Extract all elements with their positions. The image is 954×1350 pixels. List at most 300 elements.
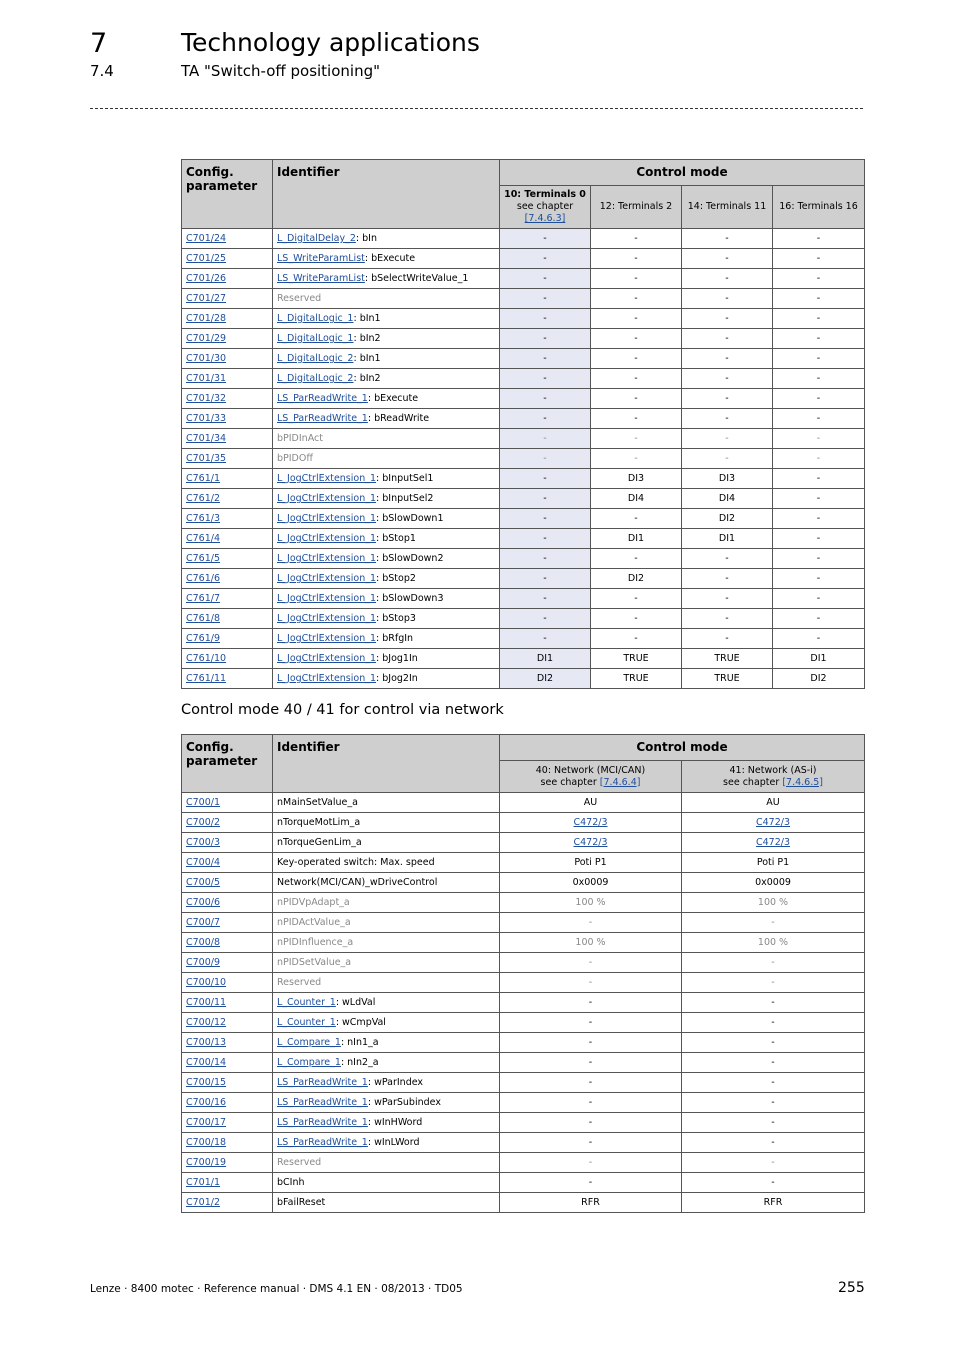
config-parameter-cell [182, 349, 273, 369]
mode-value-cell: - [500, 489, 591, 509]
parameter-link[interactable]: C700/11 [186, 997, 227, 1008]
mode-value-cell: - [682, 1013, 865, 1033]
parameter-link[interactable]: C761/6 [186, 573, 221, 584]
mode-value-cell: - [773, 609, 865, 629]
mode-value-cell: - [500, 1093, 682, 1113]
identifier-cell [273, 1173, 500, 1193]
mode-value-cell: - [682, 1033, 865, 1053]
identifier-cell [273, 409, 500, 429]
section-title: TA "Switch-off positioning" [181, 62, 380, 80]
mode-value-cell: - [591, 509, 682, 529]
table-row [182, 1153, 865, 1173]
table-row [182, 853, 865, 873]
mode-value-cell: DI2 [773, 669, 865, 689]
function-block-link[interactable]: L_Counter_1 [277, 1017, 336, 1028]
function-block-link[interactable]: L_JogCtrlExtension_1 [277, 553, 377, 564]
identifier-text: : wInLWord [367, 1137, 420, 1148]
mode-value-cell: - [682, 549, 773, 569]
parameter-link[interactable]: C761/11 [186, 673, 227, 684]
identifier-cell [273, 813, 500, 833]
table-row [182, 993, 865, 1013]
table-row [182, 509, 865, 529]
function-block-link[interactable]: L_JogCtrlExtension_1 [277, 513, 377, 524]
mode-value-cell: - [591, 409, 682, 429]
table-row [182, 1033, 865, 1053]
identifier-text: nMainSetValue_a [277, 797, 358, 808]
identifier-cell [273, 1053, 500, 1073]
mode-value-cell: - [500, 409, 591, 429]
mode-value-cell: - [682, 1173, 865, 1193]
parameter-link[interactable]: C701/34 [186, 433, 227, 444]
identifier-text: Reserved [277, 977, 322, 988]
function-block-link[interactable]: LS_WriteParamList [277, 273, 365, 284]
table-row [182, 469, 865, 489]
function-block-link[interactable]: L_DigitalLogic_2 [277, 373, 354, 384]
mode-value-cell [500, 833, 682, 853]
chapter-number: 7 [90, 28, 108, 59]
identifier-cell [273, 933, 500, 953]
mode-value-cell: TRUE [591, 669, 682, 689]
identifier-text: nPIDActValue_a [277, 917, 351, 928]
parameter-link[interactable]: C761/5 [186, 553, 221, 564]
identifier-text: : bIn1 [353, 313, 381, 324]
mode-value-cell: - [682, 269, 773, 289]
mode-value-cell: - [500, 609, 591, 629]
mode-value-cell: - [591, 449, 682, 469]
identifier-cell [273, 649, 500, 669]
mode-value-cell: 100 % [682, 933, 865, 953]
mode-value-cell: - [500, 389, 591, 409]
identifier-cell [273, 913, 500, 933]
table-row [182, 269, 865, 289]
identifier-text: : wParSubindex [367, 1097, 441, 1108]
mode-value-cell: RFR [500, 1193, 682, 1213]
table-row [182, 569, 865, 589]
value-link[interactable]: C472/3 [573, 817, 608, 828]
identifier-cell [273, 1133, 500, 1153]
config-parameter-cell [182, 429, 273, 449]
table-row [182, 1053, 865, 1073]
mode-value-cell: DI3 [682, 469, 773, 489]
function-block-link[interactable]: L_JogCtrlExtension_1 [277, 633, 377, 644]
parameter-link[interactable]: C701/25 [186, 253, 227, 264]
table-row [182, 1173, 865, 1193]
mode-value-cell: - [591, 329, 682, 349]
mode-value-cell: - [682, 429, 773, 449]
table-row [182, 793, 865, 813]
header-identifier: Identifier [273, 735, 500, 793]
parameter-link[interactable]: C761/10 [186, 653, 227, 664]
mode-value-cell: - [773, 349, 865, 369]
parameter-link[interactable]: C700/12 [186, 1017, 227, 1028]
identifier-text: : wInHWord [367, 1117, 423, 1128]
mode-value-cell: - [500, 973, 682, 993]
parameter-link[interactable]: C761/8 [186, 613, 221, 624]
mode-value-cell: - [682, 1053, 865, 1073]
mode-value-cell: - [682, 409, 773, 429]
function-block-link[interactable]: LS_ParReadWrite_1 [277, 393, 368, 404]
chapter-link-7463[interactable]: [7.4.6.3] [524, 213, 566, 224]
mode-value-cell: - [773, 569, 865, 589]
mode-value-cell: - [500, 329, 591, 349]
function-block-link[interactable]: LS_ParReadWrite_1 [277, 1117, 368, 1128]
parameter-link[interactable]: C761/9 [186, 633, 221, 644]
identifier-text: : bInputSel2 [376, 493, 434, 504]
mode-value-cell: - [773, 449, 865, 469]
parameter-link[interactable]: C700/10 [186, 977, 227, 988]
function-block-link[interactable]: L_JogCtrlExtension_1 [277, 593, 377, 604]
function-block-link[interactable]: L_DigitalLogic_1 [277, 313, 354, 324]
parameter-link[interactable]: C700/4 [186, 857, 221, 868]
identifier-text: bPIDOff [277, 453, 313, 464]
config-parameter-cell [182, 853, 273, 873]
function-block-link[interactable]: L_Compare_1 [277, 1057, 341, 1068]
mode-value-cell: - [682, 1113, 865, 1133]
header-control-mode: Control mode [500, 160, 865, 186]
config-parameter-cell [182, 1013, 273, 1033]
identifier-cell [273, 469, 500, 489]
section-caption: Control mode 40 / 41 for control via network [181, 702, 504, 718]
identifier-cell [273, 893, 500, 913]
config-parameter-cell [182, 1073, 273, 1093]
mode-value-cell: DI2 [500, 669, 591, 689]
identifier-cell [273, 329, 500, 349]
mode-value-cell: - [500, 449, 591, 469]
parameter-link[interactable]: C700/3 [186, 837, 221, 848]
parameter-link[interactable]: C700/7 [186, 917, 221, 928]
mode-value-cell: 100 % [682, 893, 865, 913]
mode-value-cell [682, 813, 865, 833]
identifier-cell [273, 609, 500, 629]
config-parameter-cell [182, 369, 273, 389]
parameter-link[interactable]: C761/7 [186, 593, 221, 604]
config-parameter-cell [182, 309, 273, 329]
identifier-text: Reserved [277, 293, 322, 304]
header-mode-14: 14: Terminals 11 [682, 186, 773, 229]
identifier-text: : bSlowDown3 [376, 593, 444, 604]
function-block-link[interactable]: LS_ParReadWrite_1 [277, 1097, 368, 1108]
parameter-link[interactable]: C701/35 [186, 453, 227, 464]
header-mode-10: 10: Terminals 0 see chapter [7.4.6.3] [500, 186, 591, 229]
mode-value-cell: - [773, 369, 865, 389]
parameter-link[interactable]: C701/30 [186, 353, 227, 364]
mode-value-cell: - [682, 249, 773, 269]
table-row [182, 609, 865, 629]
mode-value-cell: - [682, 973, 865, 993]
mode-value-cell: - [500, 529, 591, 549]
function-block-link[interactable]: L_Counter_1 [277, 997, 336, 1008]
identifier-cell [273, 993, 500, 1013]
mode-value-cell: DI1 [682, 529, 773, 549]
parameter-link[interactable]: C700/8 [186, 937, 221, 948]
table-row [182, 329, 865, 349]
table-row [182, 349, 865, 369]
parameter-link[interactable]: C701/28 [186, 313, 227, 324]
mode-value-cell: - [500, 1073, 682, 1093]
mode-value-cell: - [682, 389, 773, 409]
config-parameter-cell [182, 389, 273, 409]
config-parameter-cell [182, 269, 273, 289]
identifier-text: nPIDVpAdapt_a [277, 897, 350, 908]
mode-value-cell: - [500, 913, 682, 933]
mode-value-cell: - [591, 249, 682, 269]
mode-value-cell: - [591, 629, 682, 649]
function-block-link[interactable]: LS_ParReadWrite_1 [277, 1137, 368, 1148]
identifier-cell [273, 249, 500, 269]
function-block-link[interactable]: L_DigitalLogic_2 [277, 353, 354, 364]
mode-value-cell: - [773, 289, 865, 309]
table-row [182, 309, 865, 329]
header-control-mode: Control mode [500, 735, 865, 761]
identifier-cell [273, 289, 500, 309]
table-row [182, 1093, 865, 1113]
config-parameter-cell [182, 629, 273, 649]
config-parameter-cell [182, 1133, 273, 1153]
config-parameter-cell [182, 1033, 273, 1053]
mode-value-cell: - [500, 629, 591, 649]
mode-value-cell: - [591, 309, 682, 329]
config-parameter-cell [182, 589, 273, 609]
parameter-link[interactable]: C700/13 [186, 1037, 227, 1048]
mode-value-cell: - [773, 489, 865, 509]
mode-value-cell: - [500, 269, 591, 289]
header-mode-16: 16: Terminals 16 [773, 186, 865, 229]
control-mode-table-terminals [181, 159, 865, 689]
header-config-parameter: Config. parameter [182, 160, 273, 229]
config-parameter-cell [182, 933, 273, 953]
table-row [182, 549, 865, 569]
table-row [182, 229, 865, 249]
parameter-link[interactable]: C701/26 [186, 273, 227, 284]
mode-value-cell: - [773, 309, 865, 329]
identifier-text: bFailReset [277, 1197, 326, 1208]
function-block-link[interactable]: LS_ParReadWrite_1 [277, 413, 368, 424]
mode-value-cell: - [773, 469, 865, 489]
table-row [182, 1073, 865, 1093]
mode-value-cell: DI3 [591, 469, 682, 489]
chapter-link-7464[interactable]: [7.4.6.4] [599, 776, 641, 788]
mode-value-cell: - [500, 953, 682, 973]
identifier-text: : bReadWrite [367, 413, 430, 424]
parameter-link[interactable]: C761/2 [186, 493, 221, 504]
mode-value-cell: - [591, 429, 682, 449]
parameter-link[interactable]: C700/5 [186, 877, 221, 888]
config-parameter-cell [182, 329, 273, 349]
mode-value-cell: AU [682, 793, 865, 813]
header-mode-41: 41: Network (AS-i) see chapter [7.4.6.5] [682, 761, 865, 793]
mode-value-cell: - [500, 589, 591, 609]
mode-value-cell: - [773, 549, 865, 569]
mode-value-cell: - [500, 229, 591, 249]
identifier-text: : wLdVal [335, 997, 376, 1008]
mode-value-cell: - [682, 329, 773, 349]
parameter-link[interactable]: C700/19 [186, 1157, 227, 1168]
table-row [182, 1193, 865, 1213]
function-block-link[interactable]: L_JogCtrlExtension_1 [277, 493, 377, 504]
parameter-link[interactable]: C700/1 [186, 797, 221, 808]
parameter-link[interactable]: C701/2 [186, 1197, 221, 1208]
control-mode-table-network [181, 734, 865, 1213]
mode-value-cell: - [500, 569, 591, 589]
mode-value-cell: - [682, 629, 773, 649]
mode-value-cell: - [591, 369, 682, 389]
parameter-link[interactable]: C700/9 [186, 957, 221, 968]
config-parameter-cell [182, 409, 273, 429]
parameter-link[interactable]: C701/24 [186, 233, 227, 244]
function-block-link[interactable]: LS_WriteParamList [277, 253, 365, 264]
identifier-text: nTorqueGenLim_a [277, 837, 362, 848]
mode-value-cell: - [682, 1093, 865, 1113]
identifier-cell [273, 549, 500, 569]
function-block-link[interactable]: L_DigitalLogic_1 [277, 333, 354, 344]
mode-value-cell: DI1 [500, 649, 591, 669]
parameter-link[interactable]: C700/14 [186, 1057, 227, 1068]
parameter-link[interactable]: C701/33 [186, 413, 227, 424]
table-row [182, 813, 865, 833]
identifier-text: : bIn2 [353, 373, 381, 384]
mode-value-cell: DI4 [682, 489, 773, 509]
table-row [182, 389, 865, 409]
identifier-cell [273, 1193, 500, 1213]
function-block-link[interactable]: L_JogCtrlExtension_1 [277, 653, 377, 664]
identifier-cell [273, 509, 500, 529]
parameter-link[interactable]: C761/1 [186, 473, 221, 484]
mode-value-cell: - [682, 1153, 865, 1173]
mode-value-cell: - [773, 529, 865, 549]
mode-value-cell: 100 % [500, 893, 682, 913]
identifier-cell [273, 1013, 500, 1033]
config-parameter-cell [182, 913, 273, 933]
parameter-link[interactable]: C701/1 [186, 1177, 221, 1188]
identifier-text: : bStop1 [376, 533, 416, 544]
function-block-link[interactable]: LS_ParReadWrite_1 [277, 1077, 368, 1088]
config-parameter-cell [182, 549, 273, 569]
mode-value-cell: - [682, 953, 865, 973]
mode-value-cell: - [682, 289, 773, 309]
identifier-cell [273, 953, 500, 973]
table-row [182, 409, 865, 429]
identifier-text: nTorqueMotLim_a [277, 817, 361, 828]
mode-value-cell: RFR [682, 1193, 865, 1213]
mode-value-cell: - [591, 349, 682, 369]
identifier-text: : bSlowDown1 [376, 513, 444, 524]
function-block-link[interactable]: L_JogCtrlExtension_1 [277, 673, 377, 684]
identifier-cell [273, 1073, 500, 1093]
mode-value-cell: - [500, 1013, 682, 1033]
config-parameter-cell [182, 953, 273, 973]
config-parameter-cell [182, 793, 273, 813]
identifier-text: : bJog1In [376, 653, 418, 664]
config-parameter-cell [182, 469, 273, 489]
parameter-link[interactable]: C701/32 [186, 393, 227, 404]
identifier-text: : bExecute [364, 253, 416, 264]
mode-value-cell: - [682, 1133, 865, 1153]
mode-value-cell: - [500, 349, 591, 369]
identifier-text: bCInh [277, 1177, 305, 1188]
value-link[interactable]: C472/3 [756, 837, 791, 848]
mode-value-cell: - [500, 429, 591, 449]
function-block-link[interactable]: L_Compare_1 [277, 1037, 341, 1048]
header-identifier: Identifier [273, 160, 500, 229]
mode-value-cell: - [682, 1073, 865, 1093]
identifier-text: : bStop2 [376, 573, 416, 584]
function-block-link[interactable]: L_JogCtrlExtension_1 [277, 613, 377, 624]
mode-value-cell: - [500, 1133, 682, 1153]
function-block-link[interactable]: L_JogCtrlExtension_1 [277, 473, 377, 484]
mode-value-cell: - [500, 289, 591, 309]
identifier-cell [273, 873, 500, 893]
parameter-link[interactable]: C761/4 [186, 533, 221, 544]
mode-value-cell: - [591, 229, 682, 249]
identifier-text: nPIDInfluence_a [277, 937, 354, 948]
mode-value-cell: - [682, 309, 773, 329]
identifier-text: : wParIndex [367, 1077, 424, 1088]
value-link[interactable]: C472/3 [756, 817, 791, 828]
mode-value-cell: - [773, 389, 865, 409]
identifier-cell [273, 629, 500, 649]
identifier-text: Key-operated switch: Max. speed [277, 857, 435, 868]
header-divider [90, 108, 863, 109]
table-row [182, 669, 865, 689]
parameter-link[interactable]: C700/16 [186, 1097, 227, 1108]
identifier-text: : bInputSel1 [376, 473, 434, 484]
mode-value-cell: AU [500, 793, 682, 813]
page-number: 255 [838, 1280, 865, 1296]
value-link[interactable]: C472/3 [573, 837, 608, 848]
function-block-link[interactable]: L_DigitalDelay_2 [277, 233, 356, 244]
header-mode-12: 12: Terminals 2 [591, 186, 682, 229]
mode-value-cell: - [500, 1153, 682, 1173]
table-row [182, 489, 865, 509]
identifier-cell [273, 793, 500, 813]
mode-value-cell: - [773, 249, 865, 269]
parameter-link[interactable]: C700/15 [186, 1077, 227, 1088]
parameter-link[interactable]: C700/17 [186, 1117, 227, 1128]
table-row [182, 893, 865, 913]
table-row [182, 953, 865, 973]
parameter-link[interactable]: C700/2 [186, 817, 221, 828]
identifier-text: : bJog2In [376, 673, 418, 684]
parameter-link[interactable]: C701/31 [186, 373, 227, 384]
table-row [182, 369, 865, 389]
identifier-text: nPIDSetValue_a [277, 957, 352, 968]
config-parameter-cell [182, 449, 273, 469]
table-row [182, 1013, 865, 1033]
function-block-link[interactable]: L_JogCtrlExtension_1 [277, 573, 377, 584]
function-block-link[interactable]: L_JogCtrlExtension_1 [277, 533, 377, 544]
parameter-link[interactable]: C700/6 [186, 897, 221, 908]
mode-value-cell [682, 833, 865, 853]
parameter-link[interactable]: C701/29 [186, 333, 227, 344]
parameter-link[interactable]: C701/27 [186, 293, 227, 304]
mode-value-cell: DI4 [591, 489, 682, 509]
mode-value-cell: TRUE [682, 669, 773, 689]
chapter-link-7465[interactable]: [7.4.6.5] [782, 776, 823, 788]
parameter-link[interactable]: C700/18 [186, 1137, 227, 1148]
config-parameter-cell [182, 1093, 273, 1113]
parameter-link[interactable]: C761/3 [186, 513, 221, 524]
chapter-title: Technology applications [181, 28, 480, 57]
mode-value-cell: - [682, 609, 773, 629]
mode-value-cell: TRUE [591, 649, 682, 669]
table-row [182, 289, 865, 309]
mode-value-cell: - [773, 409, 865, 429]
identifier-text: Reserved [277, 1157, 322, 1168]
config-parameter-cell [182, 229, 273, 249]
identifier-text: : bIn [355, 233, 377, 244]
mode-value-cell: - [591, 389, 682, 409]
mode-value-cell: - [500, 993, 682, 1013]
